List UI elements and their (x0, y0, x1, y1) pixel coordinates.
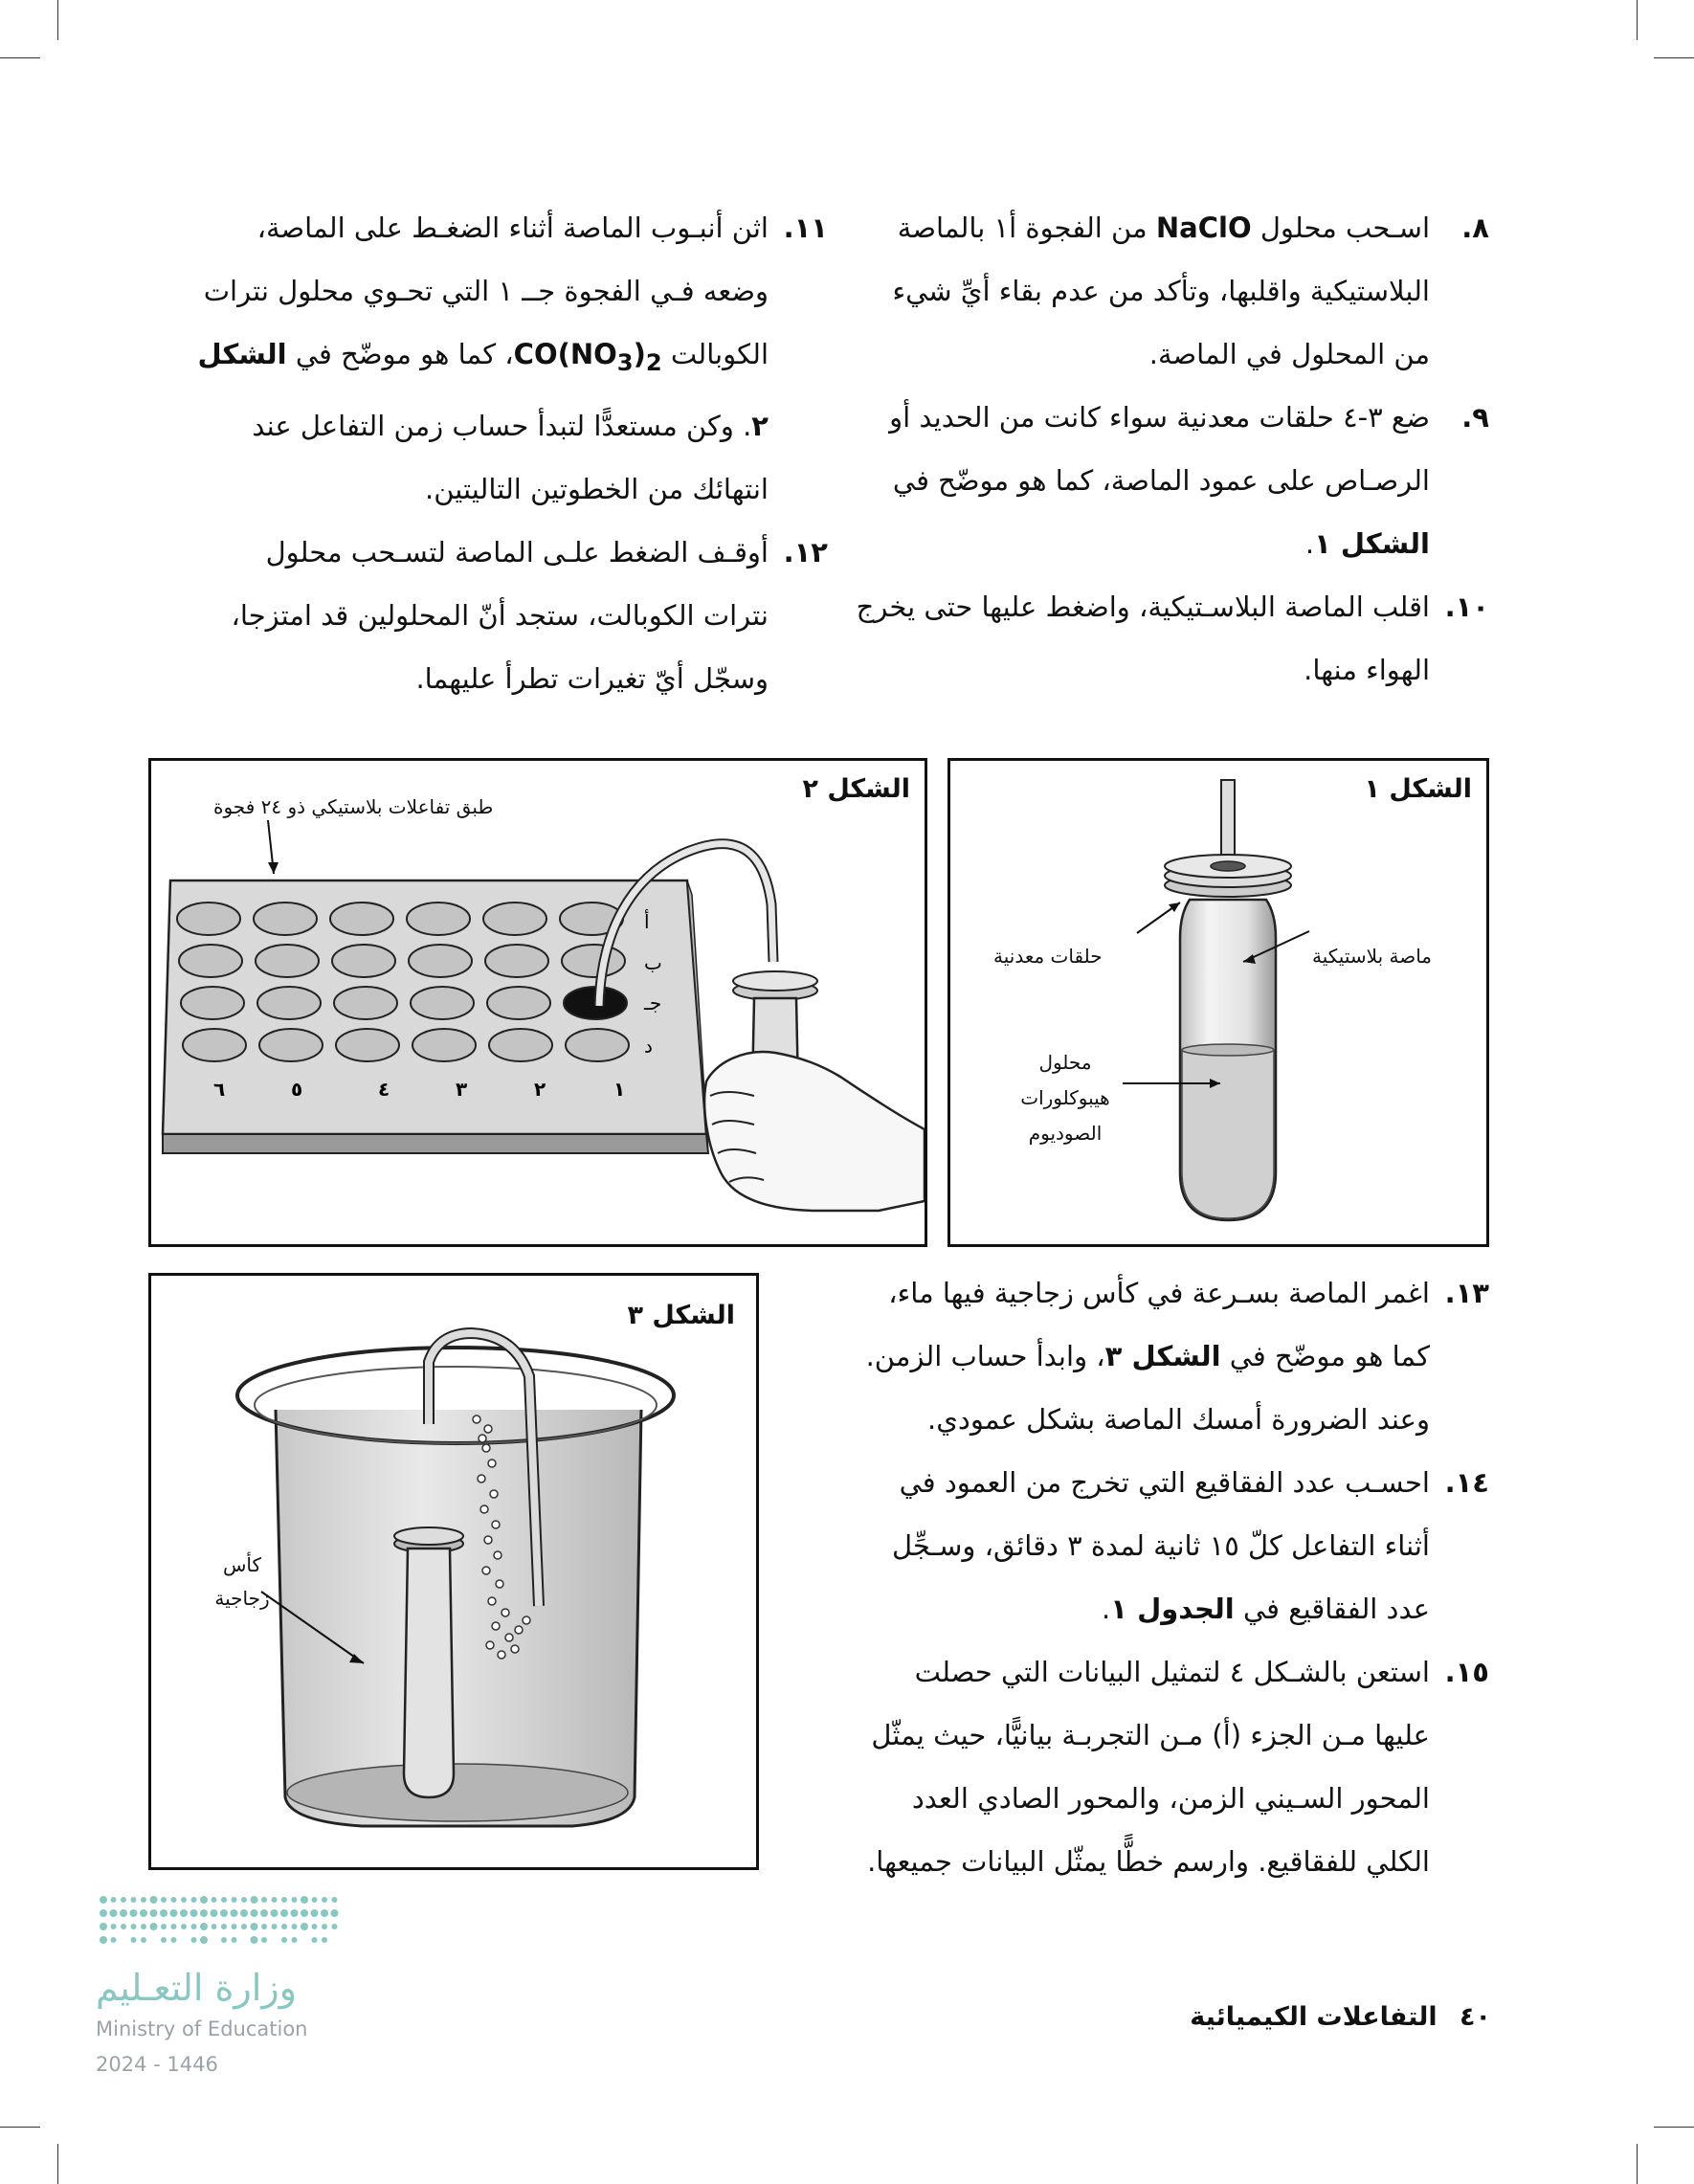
logo-dot (292, 1937, 298, 1943)
logo-dot (120, 1909, 127, 1917)
plate-well (179, 945, 242, 977)
row-label-d: د (644, 1035, 653, 1058)
figure-3 (148, 1273, 759, 1870)
crop-mark (57, 0, 58, 40)
logo-dot (232, 1897, 237, 1903)
plate-well (334, 987, 397, 1019)
logo-dot (171, 1897, 177, 1903)
figure-3-title: الشكل ٣ (627, 1301, 735, 1330)
label-reaction-plate: طبق تفاعلات بلاستيكي ذو ٢٤ فجوة (213, 795, 494, 818)
logo-dot (292, 1897, 298, 1903)
logo-dot (272, 1897, 278, 1903)
crop-mark (1637, 0, 1638, 40)
bubble (488, 1597, 496, 1605)
steps-left-column (196, 196, 828, 710)
logo-dot (251, 1909, 258, 1917)
logo-dot (191, 1897, 197, 1903)
logo-dot (322, 1897, 327, 1903)
logo-dot (331, 1909, 339, 1917)
reaction-plate-illustration (151, 761, 925, 1244)
logo-dot (281, 1924, 287, 1929)
logo-dot (251, 1896, 258, 1904)
bubble (523, 1616, 530, 1624)
logo-dot (100, 1923, 107, 1930)
crop-mark (1654, 57, 1694, 58)
logo-dot (200, 1923, 208, 1930)
logo-dot (161, 1924, 167, 1929)
logo-dot (131, 1937, 137, 1943)
col-label-3: ٣ (456, 1078, 468, 1101)
bubble (484, 1425, 492, 1433)
bubble (486, 1641, 494, 1649)
logo-dot (251, 1923, 258, 1930)
logo-dot (322, 1937, 327, 1943)
logo-dot (191, 1924, 197, 1929)
step-12: ١٢.أوقـف الضغط علـى الماصة لتسـحب محلول نترات الكوبالت، ستجد أنّ المحلولين قد امتزجا، وسجّل أيّ تغيرات تطرأ عليهما. (231, 535, 828, 695)
label-solution-line2: هيبوكلورات (1020, 1086, 1110, 1109)
logo-dot (312, 1924, 318, 1929)
figure-2 (148, 758, 927, 1247)
plate-well (412, 1029, 476, 1061)
logo-dot (150, 1923, 158, 1930)
logo-dot (232, 1924, 237, 1929)
logo-dot (141, 1937, 146, 1943)
logo-dot (291, 1909, 299, 1917)
step-13: ١٣.اغمر الماصة بسـرعة في كأس زجاجية فيها ماء، كما هو موضّح في الشكل ٣، وابدأ حساب الزمن. وعند الضرورة أمسك الماصة بشكل عمودي. (865, 1277, 1489, 1436)
bubble (515, 1626, 523, 1634)
bubble (496, 1580, 503, 1588)
plate-well (259, 1029, 323, 1061)
bubble (502, 1609, 509, 1616)
logo-dot (311, 1909, 319, 1917)
logo-dot (191, 1937, 197, 1943)
plate-well (330, 903, 393, 935)
logo-dot (271, 1909, 279, 1917)
bubble (473, 1415, 480, 1423)
logo-dot (150, 1896, 158, 1904)
step-10: ١٠.اقلب الماصة البلاسـتيكية، واضغط عليها حتى يخرج الهواء منها. (856, 591, 1489, 686)
bubble (478, 1475, 485, 1482)
bubble (505, 1634, 513, 1641)
bubble (479, 1435, 486, 1442)
plate-well (409, 945, 472, 977)
bubble (498, 1651, 505, 1659)
step-15: ١٥.استعن بالشـكل ٤ لتمثيل البيانات التي حصلت عليها مـن الجزء (أ) مـن التجربـة بيانيًّا، حيث يمثّل المحور السـيني الزمن، والمحور الصادي العدد الكلي للفقاقيع. وارسم خطًّا يمثّل البيانات جميعها. (867, 1656, 1489, 1878)
logo-dot (200, 1936, 208, 1944)
logo-dot (261, 1924, 267, 1929)
col-label-5: ٥ (291, 1078, 303, 1101)
logo-dot (130, 1909, 138, 1917)
plate-well (407, 903, 470, 935)
logo-dot (100, 1909, 107, 1917)
logo-dot (121, 1897, 126, 1903)
logo-dot (332, 1924, 338, 1929)
logo-dot (241, 1924, 247, 1929)
logo-dot (121, 1924, 126, 1929)
logo-dot (171, 1937, 177, 1943)
logo-dot (100, 1936, 107, 1944)
crop-mark (0, 57, 40, 58)
logo-dot (161, 1937, 167, 1943)
logo-dot (150, 1909, 158, 1917)
label-plastic-pipette: ماصة بلاستيكية (1312, 945, 1432, 968)
steps-lower-column (852, 1261, 1489, 1893)
logo-dot (171, 1924, 177, 1929)
col-label-2: ٢ (534, 1078, 546, 1101)
crop-mark (1637, 2144, 1638, 2184)
label-glass-beaker-line1: كأس (222, 1553, 262, 1576)
logo-dot (231, 1909, 238, 1917)
step-11: ١١.اثن أنبـوب الماصة أثناء الضغـط على الماصة، وضعه فـي الفجوة جــ ١ التي تحـوي محلول نترات الكوبالت $CO(NO_3)_2،$ كما هو موضّح في الشكل ٢. وكن مستعدًّا لتبدأ حساب زمن التفاعل عند انتهائك من الخطوتين التاليتين. (197, 212, 828, 505)
plate-well (336, 1029, 399, 1061)
label-glass-beaker-line2: زجاجية (214, 1587, 270, 1610)
logo-dot (161, 1897, 167, 1903)
logo-dot (111, 1937, 117, 1943)
logo-dot (312, 1937, 318, 1943)
logo-dot (301, 1896, 308, 1904)
row-label-b: ب (644, 951, 662, 974)
plate-well (332, 945, 395, 977)
row-label-c: جـ (644, 992, 662, 1014)
logo-dot (131, 1924, 137, 1929)
logo-dot (160, 1909, 167, 1917)
logo-dot (141, 1924, 146, 1929)
plate-well (257, 987, 321, 1019)
logo-dot (260, 1909, 268, 1917)
step-14: ١٤.احسـب عدد الفقاقيع التي تخرج من العمود في أثناء التفاعل كلّ ١٥ ثانية لمدة ٣ دقائق، وسـجِّل عدد الفقاقيع في الجدول ١. (891, 1466, 1489, 1625)
bubble (484, 1536, 492, 1544)
logo-dot (100, 1896, 107, 1904)
page-footer (1190, 2002, 1491, 2032)
logo-dot (241, 1897, 247, 1903)
logo-dot (111, 1924, 117, 1929)
logo-dot (321, 1909, 328, 1917)
logo-dot (190, 1909, 198, 1917)
plate-well (183, 1029, 246, 1061)
logo-dot (272, 1924, 278, 1929)
plate-well (177, 903, 240, 935)
logo-dot (301, 1923, 308, 1930)
logo-dot (240, 1909, 248, 1917)
plate-well (181, 987, 244, 1019)
ministry-name-ar: وزارة التعـليم (96, 1967, 298, 2009)
logo-dot (232, 1937, 237, 1943)
plate-well (483, 903, 546, 935)
page-number: ٤٠ (1460, 2002, 1491, 2032)
logo-dot (141, 1897, 146, 1903)
logo-dot (111, 1897, 117, 1903)
logo-dot (312, 1897, 318, 1903)
logo-dot (322, 1924, 327, 1929)
logo-dot (292, 1924, 298, 1929)
logo-dot (281, 1897, 287, 1903)
col-label-4: ٤ (378, 1078, 390, 1101)
pipette-illustration (950, 761, 1486, 1244)
logo-dot (261, 1897, 267, 1903)
logo-dot (200, 1909, 208, 1917)
logo-dot (181, 1924, 187, 1929)
crop-mark (0, 2127, 40, 2128)
bubble (482, 1444, 490, 1452)
logo-dot (212, 1897, 217, 1903)
plate-well (487, 987, 550, 1019)
col-label-6: ٦ (213, 1078, 226, 1101)
figure-1 (947, 758, 1489, 1247)
crop-mark (57, 2144, 58, 2184)
step-8: ٨.اسـحب محلول NaClO من الفجوة أ١ بالماصة البلاستيكية واقلبها، وتأكد من عدم بقاء أيِّ شيء من المحلول في الماصة. (892, 212, 1489, 370)
logo-dot (212, 1924, 217, 1929)
bubble (494, 1551, 502, 1559)
plate-well (256, 945, 319, 977)
logo-dot (280, 1909, 288, 1917)
label-solution-line3: الصوديوم (1028, 1122, 1103, 1145)
logo-dot (220, 1909, 228, 1917)
logo-dot (200, 1896, 208, 1904)
figure-1-title: الشكل ١ (1364, 774, 1472, 804)
logo-dot (251, 1936, 258, 1944)
plate-well (566, 1029, 629, 1061)
logo-dot (170, 1909, 178, 1917)
crop-mark (1654, 2127, 1694, 2128)
row-label-a: أ (644, 910, 650, 933)
logo-dot (221, 1937, 227, 1943)
logo-dot (131, 1897, 137, 1903)
bubble (490, 1490, 498, 1498)
plate-well (562, 945, 625, 977)
logo-dot (281, 1937, 287, 1943)
label-solution-line1: محلول (1038, 1051, 1092, 1074)
steps-right-column (852, 196, 1489, 702)
logo-dot (140, 1909, 147, 1917)
plate-well (254, 903, 317, 935)
bubble (511, 1645, 519, 1653)
logo-dot (221, 1897, 227, 1903)
logo-dot (110, 1909, 118, 1917)
logo-dot (332, 1897, 338, 1903)
logo-dot (301, 1909, 308, 1917)
logo-dot (261, 1937, 267, 1943)
plate-well (411, 987, 474, 1019)
bubble (482, 1567, 490, 1574)
logo-dot (221, 1924, 227, 1929)
figure-2-title: الشكل ٢ (802, 774, 910, 804)
bubble (480, 1505, 488, 1513)
label-metal-rings: حلقات معدنية (993, 945, 1103, 968)
plate-well (489, 1029, 552, 1061)
step-9: ٩.ضع ٣-٤ حلقات معدنية سواء كانت من الحديد أو الرصـاص على عمود الماصة، كما هو موضّح في الشكل ١. (889, 401, 1489, 560)
bubble (492, 1521, 500, 1528)
ministry-year: 2024 - 1446 (96, 2053, 218, 2076)
logo-dot (211, 1909, 218, 1917)
ministry-logo-dots-icon (96, 1890, 345, 1957)
ministry-name-en: Ministry of Education (96, 2017, 308, 2040)
chapter-title: التفاعلات الكيميائية (1190, 2002, 1438, 2032)
logo-dot (180, 1909, 188, 1917)
logo-dot (181, 1897, 187, 1903)
plate-well (485, 945, 548, 977)
bubble (492, 1622, 500, 1630)
bubble (488, 1460, 496, 1467)
col-label-1: ١ (613, 1078, 626, 1101)
